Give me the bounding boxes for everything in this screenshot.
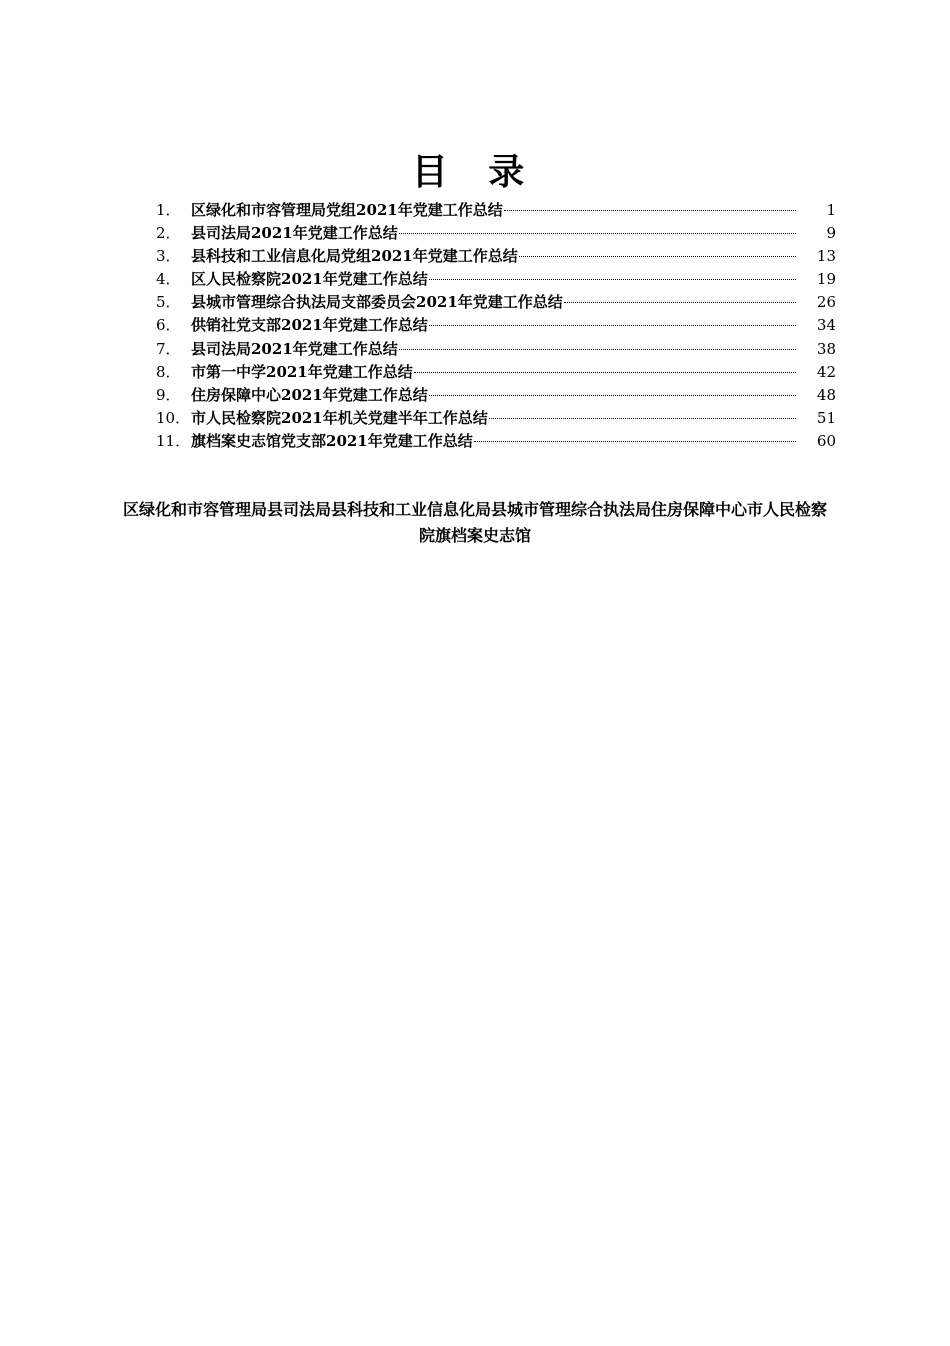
toc-dot-leader (429, 279, 796, 280)
toc-entry-page: 42 (816, 362, 836, 381)
toc-entry-3[interactable] (156, 245, 836, 268)
toc-entry-1[interactable] (156, 199, 836, 222)
toc-entry-title: 县科技和工业信息化局党组2021年党建工作总结 (191, 247, 518, 266)
toc-entry-number: 9． (156, 385, 181, 404)
toc-entry-number: 2． (156, 224, 181, 243)
toc-entry-5[interactable] (156, 291, 836, 314)
toc-entry-title: 供销社党支部2021年党建工作总结 (191, 316, 428, 335)
toc-dot-leader (474, 441, 796, 442)
toc-entry-page: 1 (826, 201, 836, 219)
toc-entry-11[interactable] (156, 430, 836, 453)
toc-title: 目 录 (411, 151, 539, 193)
toc-entry-number: 1． (156, 201, 181, 219)
toc-dot-leader (564, 302, 796, 303)
toc-entry-number: 11． (156, 431, 191, 450)
table-of-contents (156, 199, 836, 453)
toc-entry-number: 7． (156, 339, 181, 358)
toc-entry-number: 10． (156, 408, 191, 427)
toc-entry-number: 8． (156, 362, 181, 381)
toc-entry-title: 区绿化和市容管理局党组2021年党建工作总结 (191, 201, 503, 219)
toc-entry-title: 市第一中学2021年党建工作总结 (191, 362, 413, 381)
toc-entry-page: 51 (816, 408, 836, 427)
toc-entry-8[interactable] (156, 361, 836, 384)
toc-entry-4[interactable] (156, 268, 836, 291)
toc-entry-title: 县司法局2021年党建工作总结 (191, 224, 398, 243)
toc-entry-page: 34 (816, 316, 836, 335)
toc-entry-title: 住房保障中心2021年党建工作总结 (191, 385, 428, 404)
toc-dot-leader (429, 325, 796, 326)
toc-dot-leader (399, 349, 796, 350)
toc-dot-leader (489, 418, 796, 419)
organization-summary: 区绿化和市容管理局县司法局县科技和工业信息化局县城市管理综合执法局住房保障中心市人民检察院旗档案史志馆 (122, 500, 827, 545)
toc-entry-2[interactable] (156, 222, 836, 245)
toc-entry-9[interactable] (156, 384, 836, 407)
toc-entry-page: 26 (816, 293, 836, 312)
toc-entry-number: 4． (156, 270, 181, 289)
toc-dot-leader (519, 256, 796, 257)
toc-entry-page: 60 (816, 431, 836, 450)
toc-dot-leader (399, 233, 796, 234)
toc-entry-page: 9 (826, 224, 836, 243)
toc-entry-title: 县司法局2021年党建工作总结 (191, 339, 398, 358)
toc-entry-page: 13 (816, 247, 836, 266)
toc-entry-6[interactable] (156, 314, 836, 337)
toc-entry-title: 市人民检察院2021年机关党建半年工作总结 (191, 408, 488, 427)
toc-dot-leader (414, 372, 796, 373)
toc-entry-7[interactable] (156, 338, 836, 361)
toc-entry-number: 3． (156, 247, 181, 266)
toc-dot-leader (504, 210, 796, 211)
toc-entry-title: 旗档案史志馆党支部2021年党建工作总结 (191, 431, 473, 450)
toc-dot-leader (429, 395, 796, 396)
toc-entry-10[interactable] (156, 407, 836, 430)
toc-entry-title: 区人民检察院2021年党建工作总结 (191, 270, 428, 289)
toc-entry-page: 48 (816, 385, 836, 404)
toc-entry-page: 38 (816, 339, 836, 358)
toc-entry-title: 县城市管理综合执法局支部委员会2021年党建工作总结 (191, 293, 563, 312)
toc-entry-page: 19 (816, 270, 836, 289)
toc-entry-number: 6． (156, 316, 181, 335)
toc-entry-number: 5． (156, 293, 181, 312)
